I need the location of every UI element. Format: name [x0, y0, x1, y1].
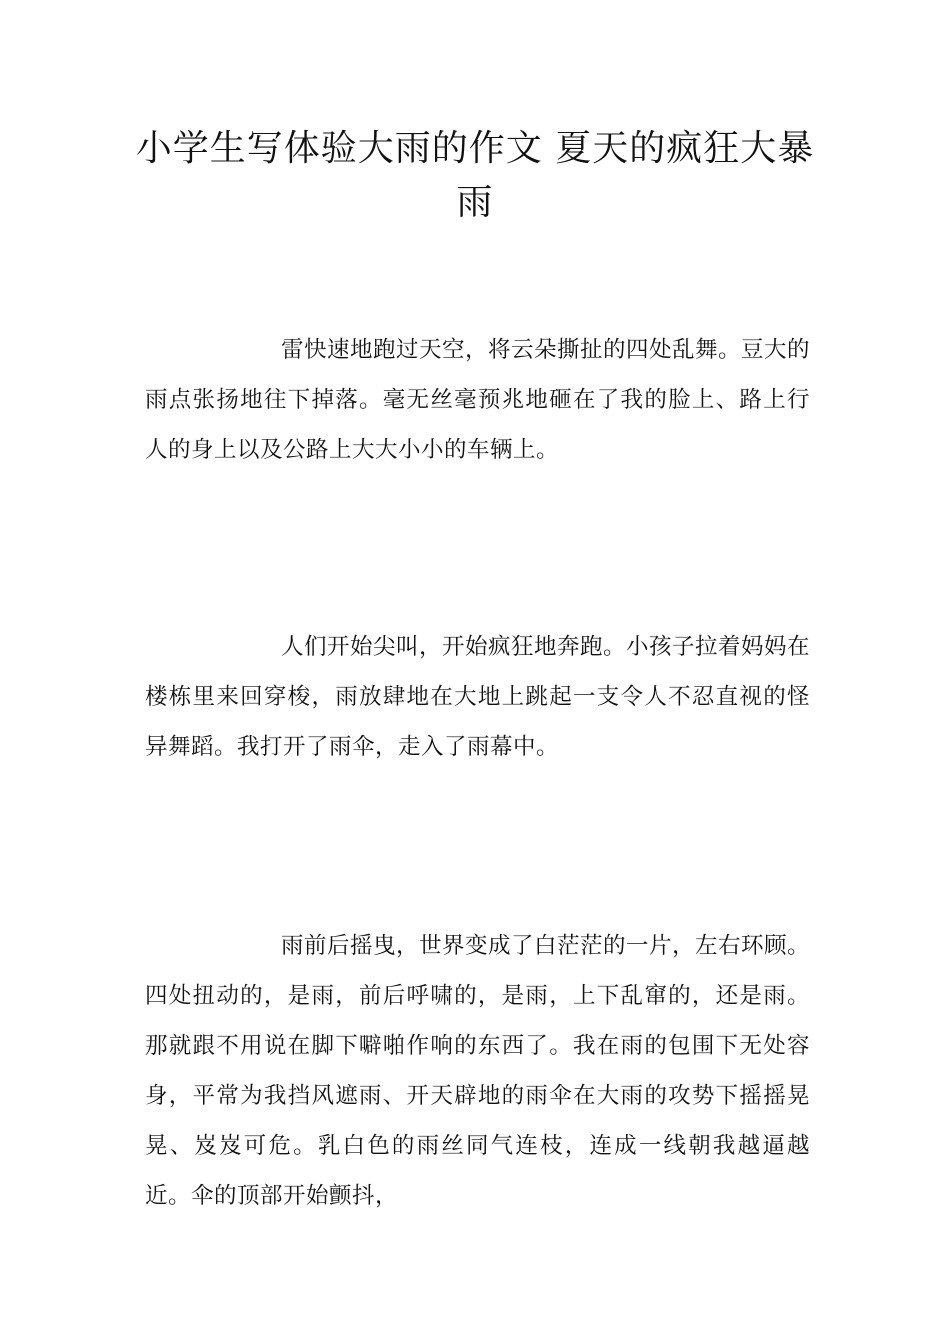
paragraph-2: 人们开始尖叫，开始疯狂地奔跑。小孩子拉着妈妈在楼栋里来回穿梭，雨放肆地在大地上跳起一支令人不忍直视的怪异舞蹈。我打开了雨伞，走入了雨幕中。	[145, 634, 811, 760]
document-title: 小学生写体验大雨的作文 夏天的疯狂大暴雨	[135, 128, 815, 223]
paragraph-3: 雨前后摇曳，世界变成了白茫茫的一片，左右环顾。四处扭动的，是雨，前后呼啸的，是雨，上下乱窜的，还是雨。那就跟不用说在脚下噼啪作响的东西了。我在雨的包围下无处容身，平常为我挡风遮雨、开天辟地的雨伞在大雨的攻势下摇摇晃晃、岌岌可危。乳白色的雨丝同气连枝，连成一线朝我越逼越近。伞的顶部开始颤抖，	[145, 933, 811, 1209]
paragraph-1: 雷快速地跑过天空，将云朵撕扯的四处乱舞。豆大的雨点张扬地往下掉落。毫无丝毫预兆地砸在了我的脸上、路上行人的身上以及公路上大大小小的车辆上。	[145, 337, 811, 463]
